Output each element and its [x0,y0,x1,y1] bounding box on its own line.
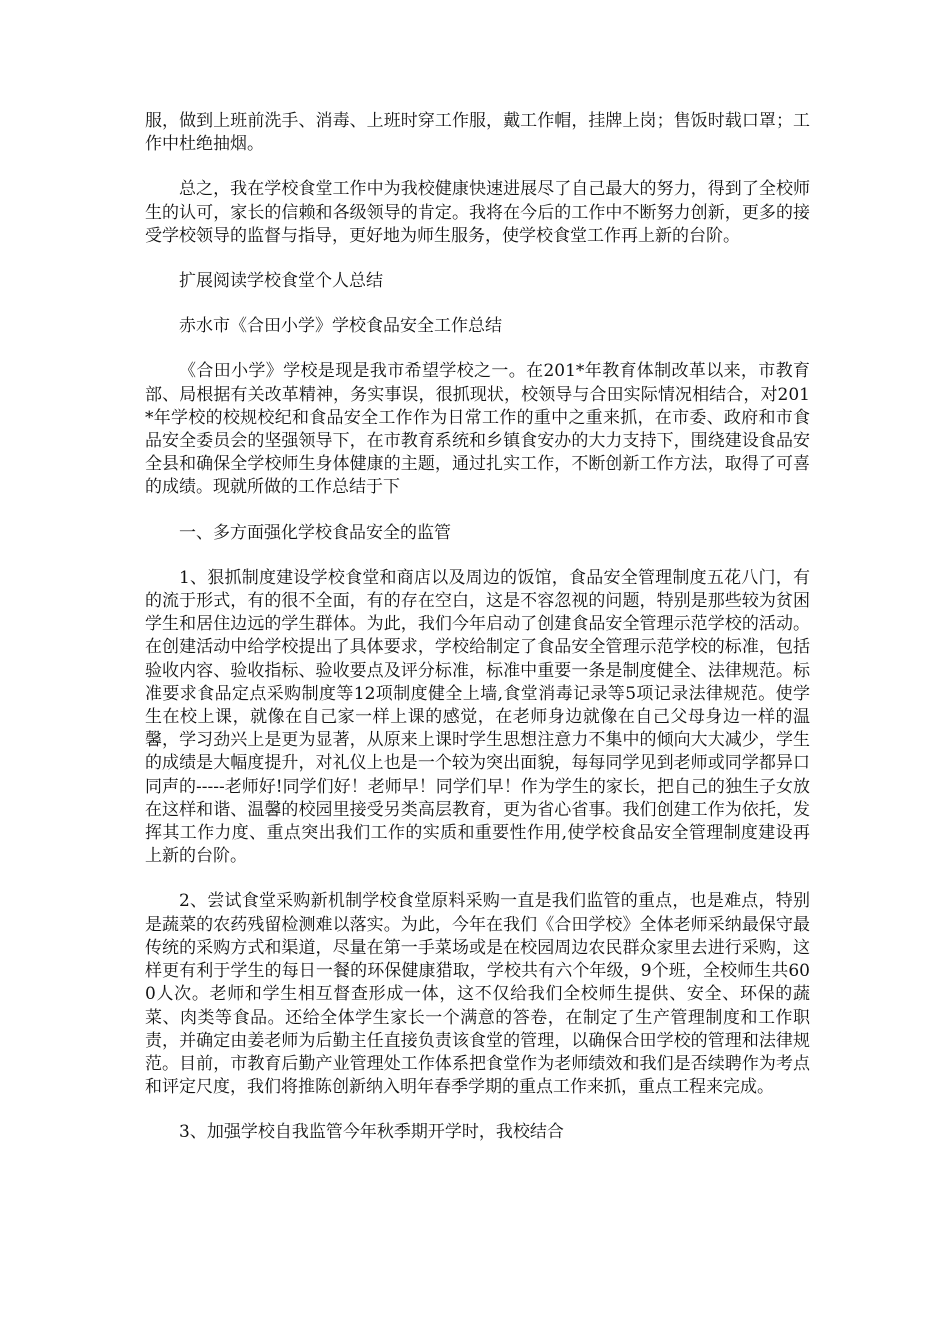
paragraph-continuation: 服，做到上班前洗手、消毒、上班时穿工作服，戴工作帽，挂牌上岗；售饭时载口罩；工作中杜绝抽烟。 [145,111,810,155]
paragraph-item-3: 3、加强学校自我监管今年秋季期开学时，我校结合 [179,1122,564,1143]
heading-report-title: 赤水市《合田小学》学校食品安全工作总结 [179,316,502,337]
paragraph-conclusion: 总之，我在学校食堂工作中为我校健康快速进展尽了自己最大的努力，得到了全校师生的认可，家长的信赖和各级领导的肯定。我将在今后的工作中不断努力创新，更多的接受学校领导的监督与指导，更好地为师生服务，使学校食堂工作再上新的台阶。 [145,179,810,246]
document-body [145,110,810,1167]
section-heading-1: 一、多方面强化学校食品安全的监管 [179,522,451,543]
heading-extended-reading: 扩展阅读学校食堂个人总结 [179,271,383,292]
paragraph-introduction: 《合田小学》学校是现是我市希望学校之一。在201*年教育体制改革以来，市教育部、局根据有关改革精神，务实事误，很抓现状，校领导与合田实际情况相结合，对201*年学校的校规校纪和食品安全工作作为日常工作的重中之重来抓，在市委、政府和市食品安全委员会的坚强领导下，在市教育系统和乡镇食安办的大力支持下，围绕建设食品安全县和确保全学校师生身体健康的主题，通过扎实工作，不断创新工作方法，取得了可喜的成绩。现就所做的工作总结于下 [145,361,810,498]
paragraph-item-2: 2、尝试食堂采购新机制学校食堂原料采购一直是我们监管的重点，也是难点，特别是蔬菜的农药残留检测难以落实。为此，今年在我们《合田学校》全体老师采纳最保守最传统的采购方式和渠道，尽量在第一手菜场或是在校园周边农民群众家里去进行采购，这样更有利于学生的每日一餐的环保健康猎取，学校共有六个年级，9个班，全校师生共600人次。老师和学生相互督查形成一体，这不仅给我们全校师生提供、安全、环保的蔬菜、肉类等食品。还给全体学生家长一个满意的答卷，在制定了生产管理制度和工作职责，并确定由姜老师为后勤主任直接负责该食堂的管理，以确保合田学校的管理和法律规范。目前，市教育后勤产业管理处工作体系把食堂作为老师绩效和我们是否续聘作为考点和评定尺度，我们将推陈创新纳入明年春季学期的重点工作来抓，重点工程来完成。 [145,891,810,1098]
paragraph-item-1: 1、狠抓制度建设学校食堂和商店以及周边的饭馆，食品安全管理制度五花八门，有的流于形式，有的很不全面，有的存在空白，这是不容忽视的问题，特别是那些较为贫困学生和居住边远的学生群体。为此，我们今年启动了创建食品安全管理示范学校的活动。在创建活动中给学校提出了具体要求，学校给制定了食品安全管理示范学校的标准，包括验收内容、验收指标、验收要点及评分标准，标准中重要一条是制度健全、法律规范。标准要求食品定点采购制度等12项制度健全上墙,食堂消毒记录等5项记录法律规范。使学生在校上课，就像在自己家一样上课的感觉，在老师身边就像在自己父母身边一样的温馨，学习劲兴上是更为显著，从原来上课时学生思想注意力不集中的倾向大大减少，学生的成绩是大幅度提升，对礼仪上也是一个较为突出面貌，每每同学见到老师或同学都异口同声的-----老师好!同学们好！老师早！同学们早！作为学生的家长，把自己的独生子女放在这样和谐、温馨的校园里接受另类高层教育，更为省心省事。我们创建工作为依托，发挥其工作力度、重点突出我们工作的实质和重要性作用,使学校食品安全管理制度建设再上新的台阶。 [145,567,810,867]
